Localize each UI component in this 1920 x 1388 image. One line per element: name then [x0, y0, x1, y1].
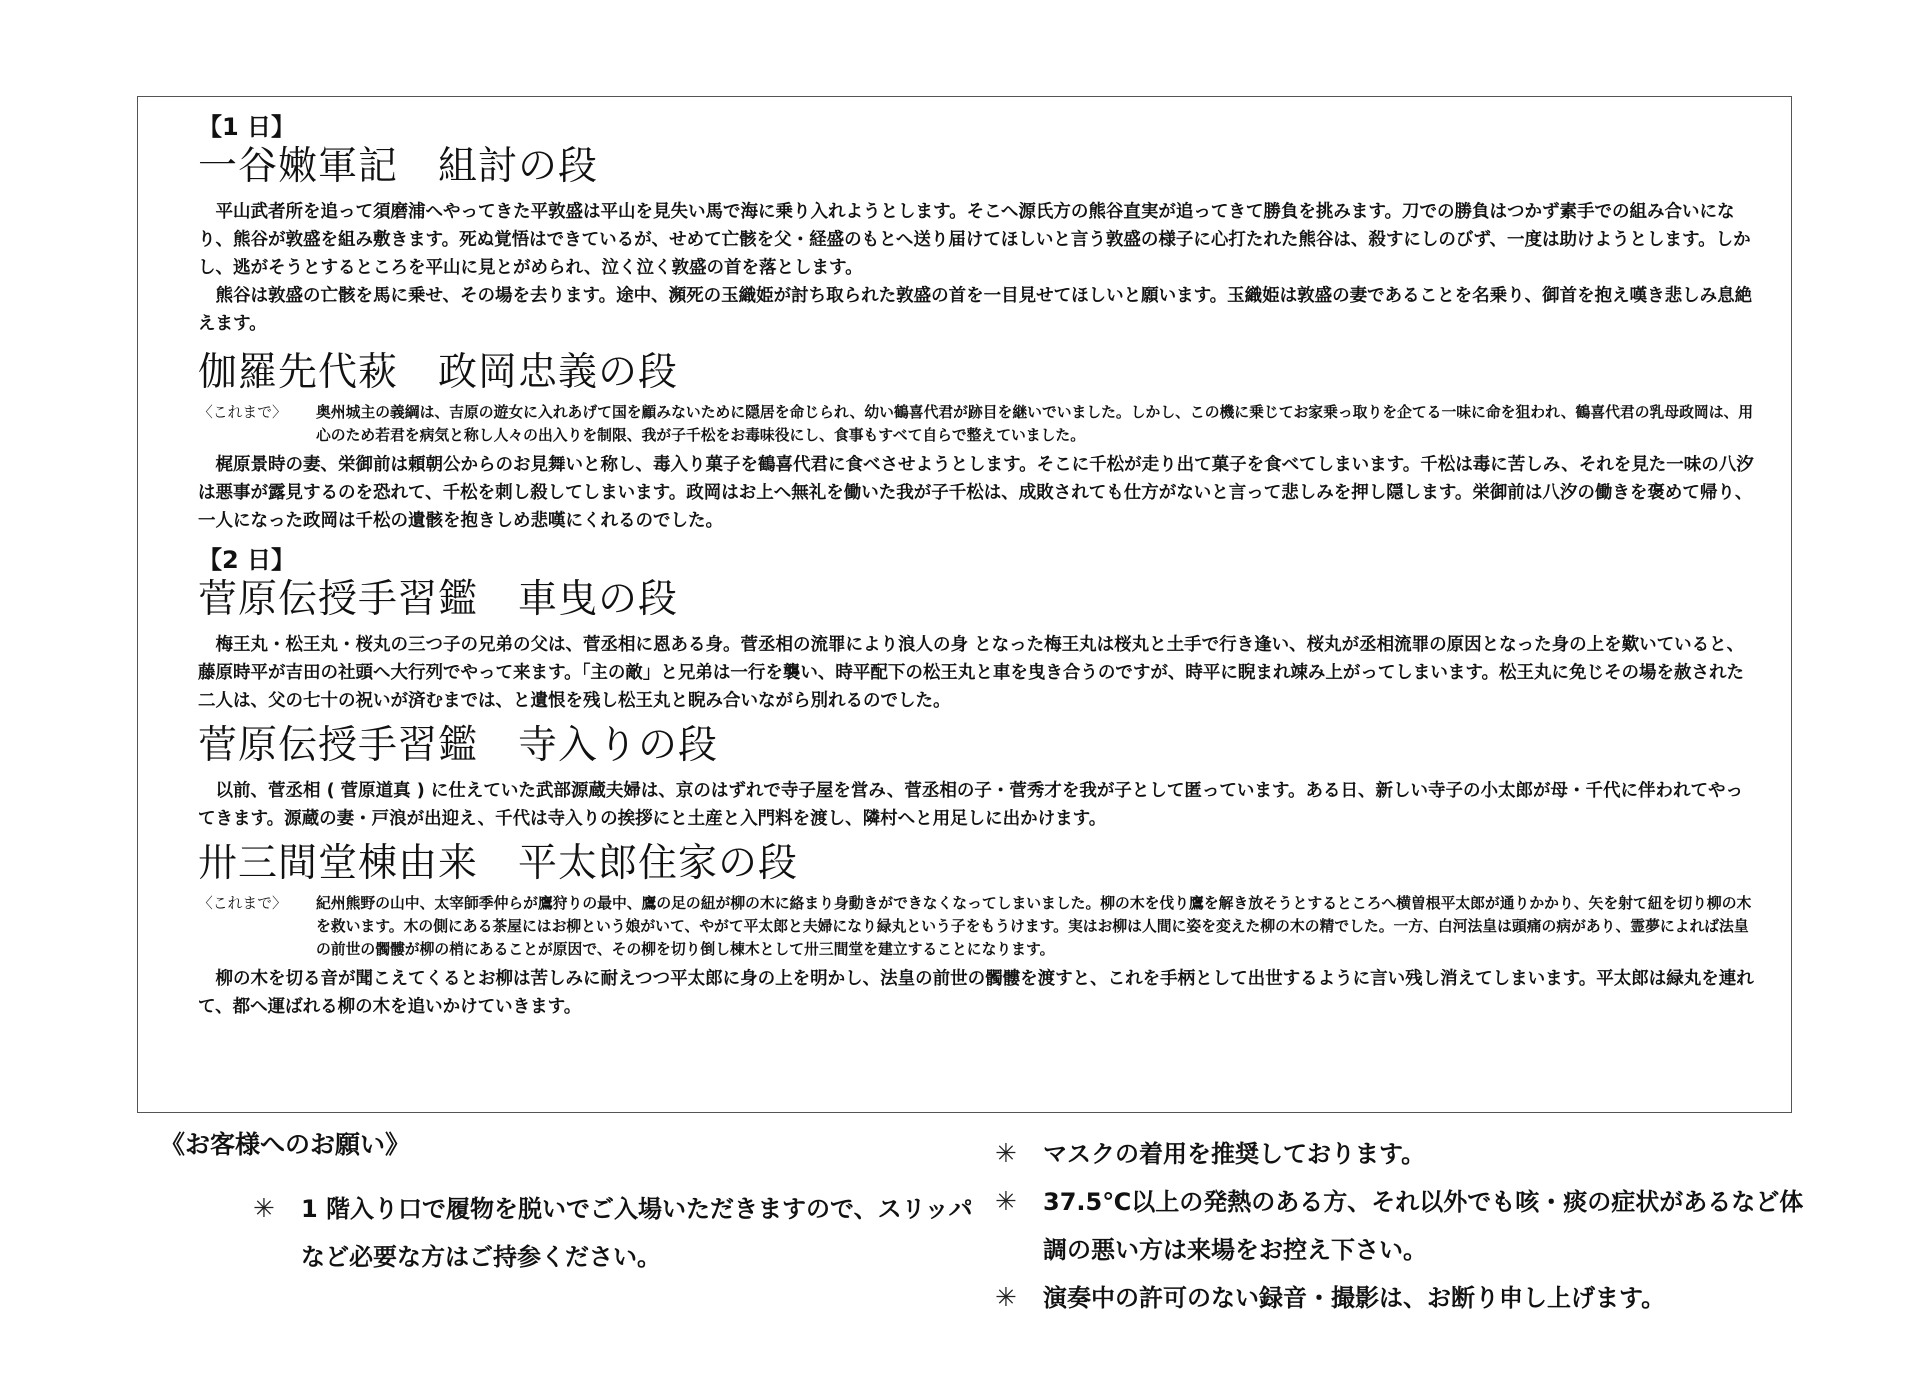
previous-story-label: 〈これまで〉 — [198, 404, 287, 421]
previous-story — [198, 401, 1758, 447]
request-text: 演奏中の許可のない録音・撮影は、お断り申し上げます。 — [1043, 1284, 1666, 1312]
act-title: 伽羅先代萩 政岡忠義の段 — [198, 350, 679, 395]
request-item — [995, 1130, 1815, 1178]
request-item — [995, 1274, 1815, 1322]
act-title: 卅三間堂棟由来 平太郎住家の段 — [198, 841, 799, 886]
asterisk-icon: ✳ — [995, 1187, 1017, 1217]
act-title: 菅原伝授手習鑑 寺入りの段 — [198, 723, 719, 768]
asterisk-icon: ✳ — [995, 1283, 1017, 1313]
asterisk-icon: ✳ — [253, 1194, 275, 1224]
act-title: 菅原伝授手習鑑 車曳の段 — [198, 577, 679, 622]
synopsis-paragraph: 平山武者所を追って須磨浦へやってきた平敦盛は平山を見失い馬で海に乗り入れようとします。そこへ源氏方の熊谷直実が追ってきて勝負を挑みます。刀での勝負はつかず素手での組み合いになり、熊谷が敦盛を組み敷きます。死ぬ覚悟はできているが、せめて亡骸を父・経盛のもとへ送り届けてほしいと言う敦盛の様子に心打たれた熊谷は、殺すにしのびず、一度は助けようとします。しかし、逃がそうとするところを平山に見とがめられ、泣く泣く敦盛の首を落とします。 — [198, 202, 1751, 278]
day-label: 【1 日】 — [198, 113, 296, 141]
requests-left-column — [253, 1185, 973, 1281]
request-text: 37.5℃以上の発熱のある方、それ以外でも咳・痰の症状があるなど体調の悪い方は来場をお控え下さい。 — [1043, 1188, 1804, 1264]
synopsis-paragraph: 熊谷は敦盛の亡骸を馬に乗せ、その場を去ります。途中、瀕死の玉織姫が討ち取られた敦盛の首を一目見せてほしいと願います。玉織姫は敦盛の妻であることを名乗り、御首を抱え嘆き悲しみ息絶えます。 — [198, 286, 1753, 334]
request-item — [995, 1178, 1815, 1274]
previous-story-text: 奥州城主の義綱は、吉原の遊女に入れあげて国を顧みないために隠居を命じられ、幼い鶴喜代君が跡目を継いでいました。しかし、この機に乗じてお家乗っ取りを企てる一味に命を狙われ、鶴喜代君の乳母政岡は、用心のため若君を病気と称し人々の出入りを制限、我が子千松をお毒味役にし、食事もすべて自らで整えていました。 — [316, 404, 1754, 444]
day-label: 【2 日】 — [198, 546, 296, 574]
previous-story-label: 〈これまで〉 — [198, 895, 287, 912]
request-text: マスクの着用を推奨しております。 — [1043, 1140, 1426, 1168]
asterisk-icon: ✳ — [995, 1139, 1017, 1169]
requests-right-column — [995, 1130, 1815, 1322]
requests-title: 《お客様へのお願い》 — [160, 1130, 411, 1159]
synopsis-paragraph: 梅王丸・松王丸・桜丸の三つ子の兄弟の父は、菅丞相に恩ある身。菅丞相の流罪により浪人の身 となった梅王丸は桜丸と土手で行き逢い、桜丸が丞相流罪の原因となった身の上を歎いていると、藤原時平が吉田の社頭へ大行列でやって来ます。「主の敵」と兄弟は一行を襲い、時平配下の松王丸と車を曳き合うのですが、時平に睨まれ竦み上がってしまいます。松王丸に免じその場を赦された二人は、父の七十の祝いが済むまでは、と遺恨を残し松王丸と睨み合いながら別れるのでした。 — [198, 635, 1745, 711]
synopsis-paragraph: 柳の木を切る音が聞こえてくるとお柳は苦しみに耐えつつ平太郎に身の上を明かし、法皇の前世の髑髏を渡すと、これを手柄として出世するように言い残し消えてしまいます。平太郎は緑丸を連れて、都へ運ばれる柳の木を追いかけていきます。 — [198, 969, 1754, 1017]
previous-story — [198, 892, 1758, 961]
request-text: 1 階入り口で履物を脱いでご入場いただきますので、スリッパなど必要な方はご持参ください。 — [301, 1195, 973, 1271]
synopsis-paragraph: 以前、菅丞相 ( 菅原道真 ) に仕えていた武部源蔵夫婦は、京のはずれで寺子屋を営み、菅丞相の子・菅秀才を我が子として匿っています。ある日、新しい寺子の小太郎が母・千代に伴われてやってきます。源蔵の妻・戸浪が出迎え、千代は寺入りの挨拶にと土産と入門料を渡し、隣村へと用足しに出かけます。 — [198, 781, 1744, 829]
previous-story-text: 紀州熊野の山中、太宰師季仲らが鷹狩りの最中、鷹の足の紐が柳の木に絡まり身動きができなくなってしまいました。柳の木を伐り鷹を解き放そうとするところへ横曽根平太郎が通りかかり、矢を射て紐を切り柳の木を救います。木の側にある茶屋にはお柳という娘がいて、やがて平太郎と夫婦になり緑丸という子をもうけます。実はお柳は人間に姿を変えた柳の木の精でした。一方、白河法皇は頭痛の病があり、霊夢によれば法皇の前世の髑髏が柳の梢にあることが原因で、その柳を切り倒し棟木として卅三間堂を建立することになります。 — [316, 895, 1752, 958]
synopsis-paragraph: 梶原景時の妻、栄御前は頼朝公からのお見舞いと称し、毒入り菓子を鶴喜代君に食べさせようとします。そこに千松が走り出て菓子を食べてしまいます。千松は毒に苦しみ、それを見た一味の八汐は悪事が露見するのを恐れて、千松を刺し殺してしまいます。政岡はお上へ無礼を働いた我が子千松は、成敗されても仕方がないと言って悲しみを押し隠します。栄御前は八汐の働きを褒めて帰り、一人になった政岡は千松の遺骸を抱きしめ悲嘆にくれるのでした。 — [198, 455, 1754, 531]
act-title: 一谷嫩軍記 組討の段 — [198, 144, 599, 189]
request-item — [253, 1185, 973, 1281]
program-content — [198, 112, 1758, 1021]
